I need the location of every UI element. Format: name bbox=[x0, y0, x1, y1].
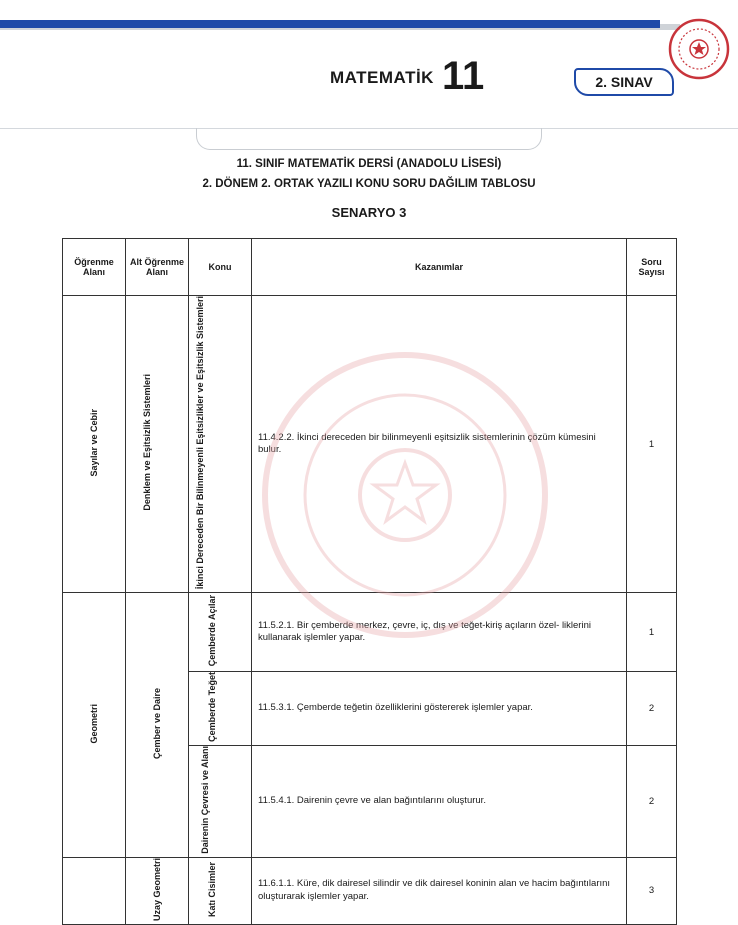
topic-label: Çemberde Teğet bbox=[207, 672, 217, 742]
topic-cell bbox=[189, 746, 252, 858]
table-header-row bbox=[63, 239, 677, 296]
grade-number: 11 bbox=[441, 54, 485, 98]
header-area: Öğrenme Alanı bbox=[63, 239, 126, 296]
topic-label: Katı Cisimler bbox=[207, 861, 217, 917]
sub-area-cell bbox=[126, 857, 189, 924]
header-title bbox=[330, 54, 485, 98]
area-geometry: Geometri bbox=[88, 703, 99, 744]
sub-area-cell bbox=[126, 593, 189, 858]
topic-label: Çemberde Açılar bbox=[207, 595, 217, 667]
sub-area-cell bbox=[126, 296, 189, 593]
distribution-table bbox=[62, 238, 677, 925]
topic-cell bbox=[189, 672, 252, 746]
topic-cell bbox=[189, 857, 252, 924]
count-cell: 2 bbox=[627, 672, 677, 746]
scenario-title: SENARYO 3 bbox=[331, 205, 407, 220]
outcome-cell: 11.5.3.1. Çemberde teğetin özelliklerini göstererek işlemler yapar. bbox=[252, 672, 627, 746]
topic-cell bbox=[189, 296, 252, 593]
area-cell bbox=[63, 296, 126, 593]
outcome-cell: 11.5.2.1. Bir çemberde merkez, çevre, iç, dış ve teğet-kiriş açıların özel- liklerini kullanarak işlemler yapar. bbox=[252, 593, 627, 672]
area-algebra: Sayılar ve Cebir bbox=[88, 408, 99, 477]
subject-label: MATEMATİK bbox=[330, 68, 434, 87]
header-sub-area: Alt Öğrenme Alanı bbox=[126, 239, 189, 296]
table-row bbox=[63, 593, 677, 672]
count-cell: 3 bbox=[627, 857, 677, 924]
header-count: Soru Sayısı bbox=[627, 239, 677, 296]
sub-area-equations: Denklem ve Eşitsizlik Sistemleri bbox=[142, 374, 152, 511]
sub-area-circle: Çember ve Daire bbox=[151, 687, 162, 759]
topic-label: Dairenin Çevresi ve Alanı bbox=[200, 746, 210, 854]
topic-label: İkinci Dereceden Bir Bilinmeyenli Eşitsizlikler ve Eşitsizlik Sistemleri bbox=[195, 296, 205, 590]
count-cell: 1 bbox=[627, 593, 677, 672]
area-cell bbox=[63, 593, 126, 858]
outcome-cell: 11.4.2.2. İkinci dereceden bir bilinmeyenli eşitsizlik sistemlerinin çözüm kümesini bulur. bbox=[252, 296, 627, 593]
document-title-line1: 11. SINIF MATEMATİK DERSİ (ANADOLU LİSESİ) bbox=[236, 158, 502, 170]
table-row bbox=[63, 296, 677, 593]
topic-cell bbox=[189, 593, 252, 672]
exam-badge: 2. SINAV bbox=[574, 68, 674, 96]
outcome-cell: 11.5.4.1. Dairenin çevre ve alan bağıntılarını oluşturur. bbox=[252, 746, 627, 858]
outcome-cell: 11.6.1.1. Küre, dik dairesel silindir ve dik dairesel koninin alan ve hacim bağıntılarını oluşturarak işlemler yapar. bbox=[252, 857, 627, 924]
header-outcomes: Kazanımlar bbox=[252, 239, 627, 296]
count-cell: 1 bbox=[627, 296, 677, 593]
sub-area-solid: Uzay Geometri bbox=[151, 857, 162, 921]
header-tab-shape bbox=[196, 128, 542, 150]
table-row bbox=[63, 857, 677, 924]
area-cell-empty bbox=[63, 857, 126, 924]
ministry-emblem-icon bbox=[668, 18, 730, 80]
header-topic: Konu bbox=[189, 239, 252, 296]
header-bar-blue bbox=[0, 20, 660, 28]
count-cell: 2 bbox=[627, 746, 677, 858]
document-title-line2: 2. DÖNEM 2. ORTAK YAZILI KONU SORU DAĞILIM TABLOSU bbox=[202, 178, 536, 190]
